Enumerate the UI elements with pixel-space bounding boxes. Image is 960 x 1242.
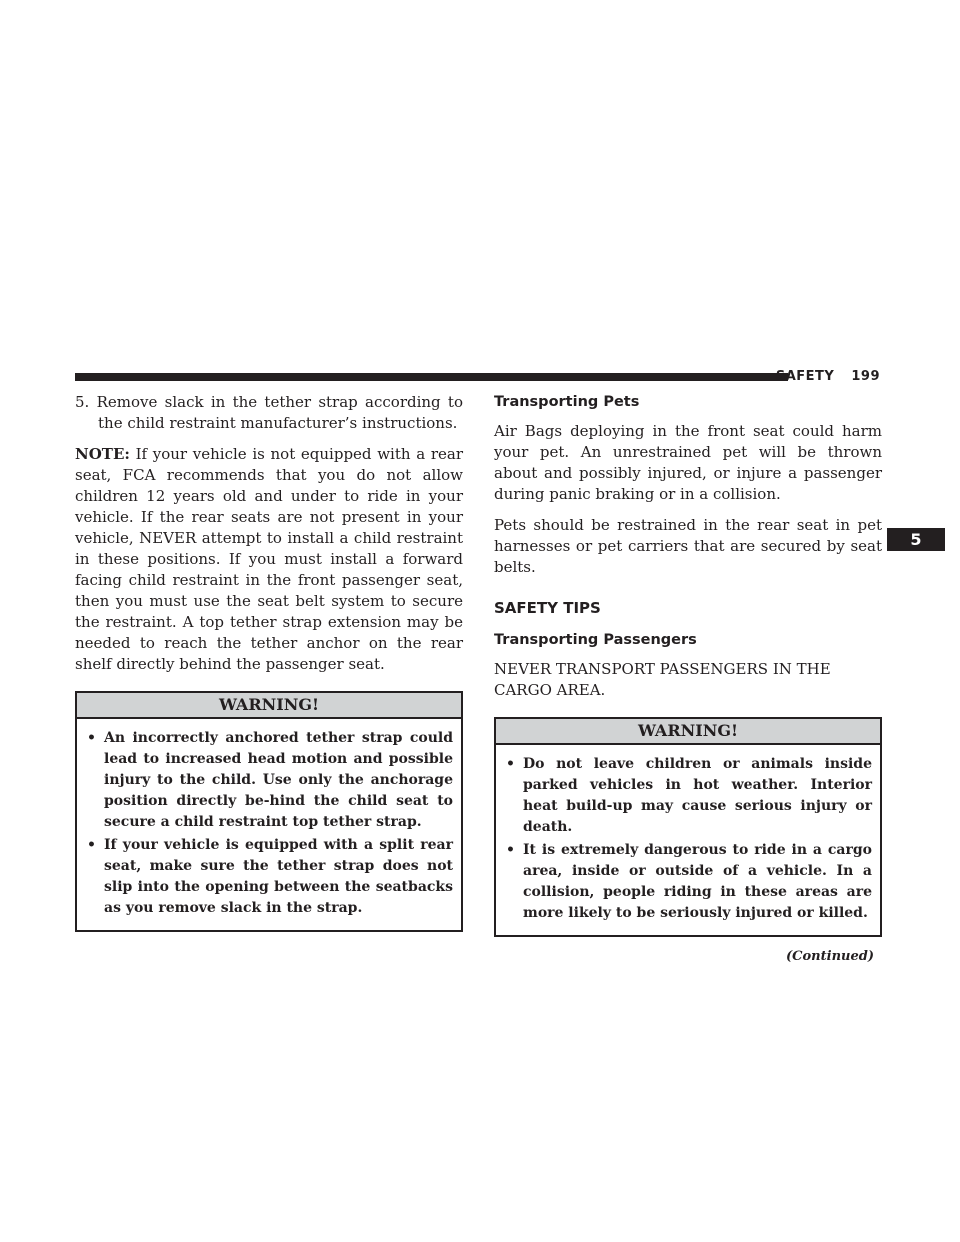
note-text: If your vehicle is not equipped with a rear seat, FCA recommends that you do not allow children 12 years old and under to ride in your vehicle. If the rear seats are not present in your vehicle, NEVER attempt to install a child restraint in these positions. If you must install a forward facing child restraint in the front passenger seat, then you must use the seat belt system to secure the restraint. A top tether strap extension may be needed to reach the tether anchor on the rear shelf directly behind the passenger seat. <box>75 445 463 673</box>
warning-item-text: Do not leave children or animals inside parked vehicles in hot weather. Interior heat build-up may cause serious injury or death. <box>523 756 872 835</box>
bullet-icon: • <box>506 842 515 858</box>
note-paragraph <box>75 444 463 675</box>
pets-paragraph-1: Air Bags deploying in the front seat could harm your pet. An unrestrained pet will be thrown about and possibly injured, or injure a passenger during panic braking or in a collision. <box>494 422 882 503</box>
heading-transporting-pets: Transporting Pets <box>494 394 640 410</box>
warning-title: WARNING! <box>77 693 461 719</box>
step-5: 5. Remove slack in the tether strap according to the child restraint manufacturer’s instructions. <box>75 393 463 432</box>
warning-item <box>506 840 872 924</box>
warning-list <box>77 719 461 930</box>
heading-transporting-passengers: Transporting Passengers <box>494 632 697 648</box>
heading-safety-tips: SAFETY TIPS <box>494 599 601 617</box>
bullet-icon: • <box>87 730 96 746</box>
passengers-paragraph: NEVER TRANSPORT PASSENGERS IN THE CARGO AREA. <box>494 660 831 699</box>
warning-item <box>87 835 453 919</box>
note-label: NOTE: <box>75 445 130 463</box>
continued-label: (Continued) <box>786 949 874 964</box>
bullet-icon: • <box>87 837 96 853</box>
pets-paragraph-2: Pets should be restrained in the rear seat in pet harnesses or pet carriers that are secured by seat belts. <box>494 516 882 576</box>
right-column <box>494 392 882 964</box>
page-number: 199 <box>851 369 880 384</box>
warning-item <box>506 754 872 838</box>
warning-box-tether <box>75 691 463 932</box>
warning-list <box>496 745 880 935</box>
warning-item <box>87 728 453 833</box>
header-rule <box>75 373 788 381</box>
bullet-icon: • <box>506 756 515 772</box>
section-title: SAFETY <box>775 369 835 384</box>
left-column <box>75 392 463 932</box>
warning-box-passengers <box>494 717 882 937</box>
warning-title: WARNING! <box>496 719 880 745</box>
warning-item-text: It is extremely dangerous to ride in a cargo area, inside or outside of a vehicle. In a collision, people riding in these areas are more likely to be seriously injured or killed. <box>523 842 872 921</box>
page-header <box>764 369 880 384</box>
warning-item-text: An incorrectly anchored tether strap could lead to increased head motion and possible injury to the child. Use only the anchorage position directly be-hind the child seat to secure a child restraint top tether strap. <box>104 730 453 830</box>
warning-item-text: If your vehicle is equipped with a split rear seat, make sure the tether strap does not slip into the opening between the seatbacks as you remove slack in the strap. <box>104 837 453 916</box>
chapter-tab: 5 <box>887 528 945 551</box>
